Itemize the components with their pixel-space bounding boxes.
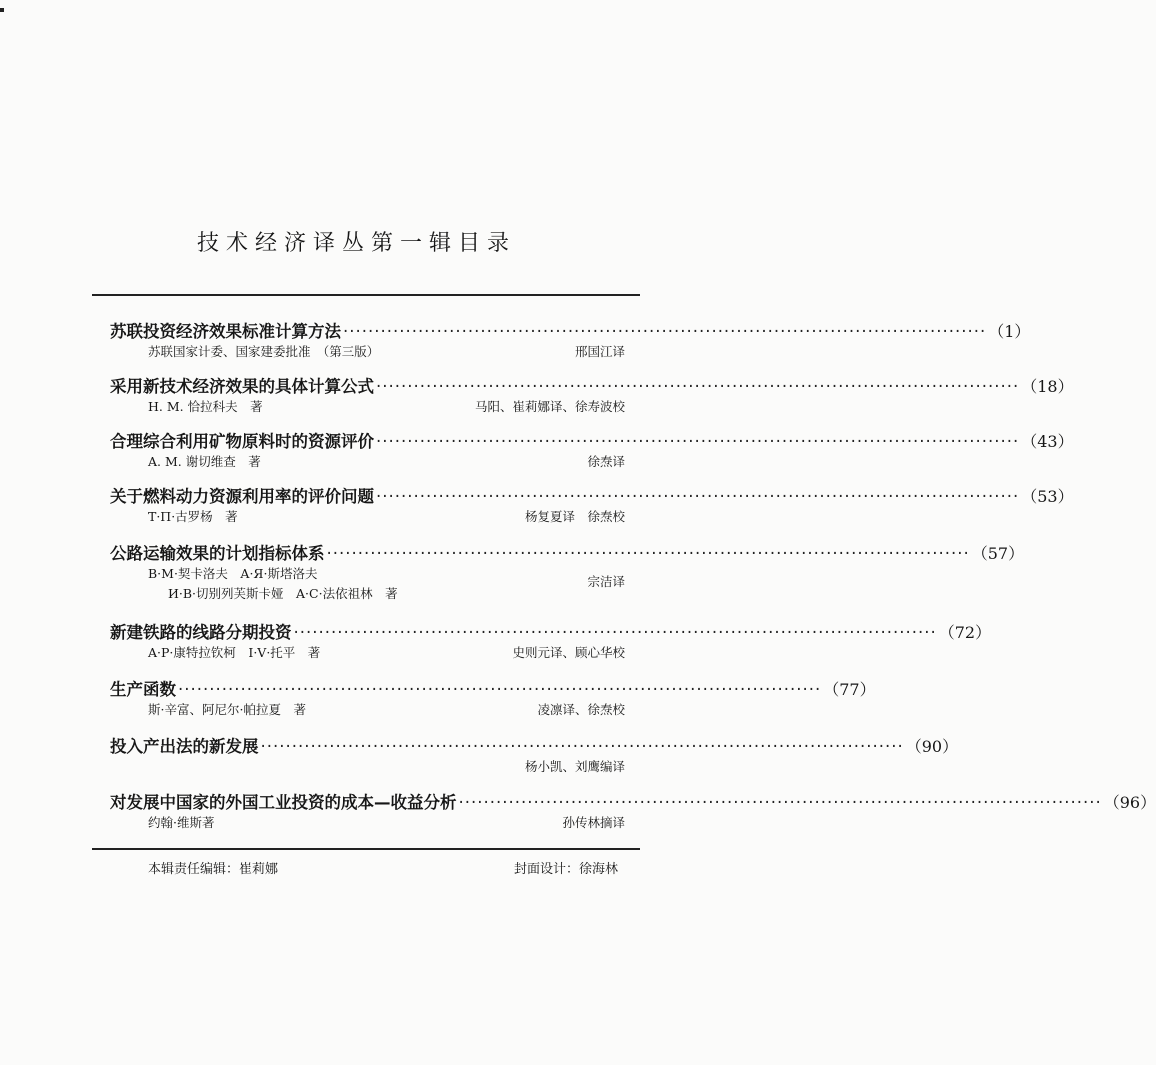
entry-credit-line [110,584,625,604]
entry-title: 新建铁路的线路分期投资 [110,623,292,642]
entry-credit-line [110,757,625,777]
entry-page-number: （18） [1021,377,1074,396]
entry-title: 投入产出法的新发展 [110,737,259,756]
contents-entry [110,789,1156,833]
entry-translator: 马阳、崔莉娜译、徐寿波校 [474,399,625,414]
dot-leader: ······································································································· [376,487,1020,506]
entry-author: A. M. 谢切维查 著 [148,454,261,469]
entry-title: 合理综合利用矿物原料时的资源评价 [110,432,374,451]
contents-entry [110,373,1074,417]
dot-leader: ······································································································· [343,322,987,341]
dot-leader: ······································································································· [293,623,937,642]
entry-credit-line [110,507,625,527]
entry-translator: 凌凛译、徐焘校 [537,702,625,717]
entry-translator: 杨小凯、刘鹰编译 [524,759,625,774]
entry-credit-line [110,700,625,720]
entry-credit-line [110,564,625,589]
entry-credit-line [110,813,625,833]
dot-leader: ······································································································· [326,544,970,563]
entry-page-number: （96） [1103,793,1156,812]
entry-page-number: （57） [971,544,1025,563]
contents-entry [110,318,1031,362]
entry-page-number: （77） [823,680,876,699]
entry-page-number: （53） [1021,487,1074,506]
entry-title-line [110,789,1156,813]
entry-translator: 孙传林摘译 [562,815,625,830]
entry-title-line [110,318,1031,342]
contents-entry [110,733,959,777]
entry-author: 苏联国家计委、国家建委批准 （第三版） [148,344,380,359]
cover-design-credit: 封面设计：徐海林 [513,862,618,877]
entry-title-line [110,428,1074,452]
entry-translator: 史则元译、顾心华校 [512,645,625,660]
entry-page-number: （72） [938,623,992,642]
top-rule [92,294,640,296]
editor-credit: 本辑责任编辑：崔莉娜 [148,862,279,877]
entry-author: H. M. 恰拉科夫 著 [148,399,263,414]
entry-page-number: （43） [1021,432,1074,451]
dot-leader: ······································································································· [178,680,822,699]
entry-author: 约翰·维斯著 [148,815,215,830]
entry-title-line [110,540,1025,564]
entry-translator: 徐焘译 [587,454,625,469]
dot-leader: ······································································································· [376,432,1020,451]
bottom-rule [92,848,640,850]
entry-translator: 邢国江译 [574,344,625,359]
page-title: 技术经济译丛第一辑目录 [196,231,516,256]
dot-leader: ······································································································· [260,737,904,756]
contents-entry [110,619,992,663]
contents-entry [110,676,876,720]
entry-title: 苏联投资经济效果标准计算方法 [110,322,341,341]
contents-entry [110,428,1074,472]
entry-author: T·П·古罗杨 著 [148,509,238,524]
entry-translator: 杨复夏译 徐焘校 [524,509,625,524]
entry-title-line [110,483,1074,507]
entry-title-line [110,619,992,643]
entry-credit-line [110,342,625,362]
dot-leader: ······································································································· [376,377,1020,396]
entry-credit-line [110,452,625,472]
entry-title-line [110,676,876,700]
entry-page-number: （1） [988,322,1031,341]
dot-leader: ······································································································· [458,793,1102,812]
entry-author: 斯·辛富、阿尼尔·帕拉夏 著 [148,702,306,717]
scan-mark [0,8,4,12]
entry-title: 对发展中国家的外国工业投资的成本—收益分析 [110,793,457,812]
entry-title-line [110,733,959,757]
entry-title: 生产函数 [110,680,176,699]
entry-author: И·B·切别列芙斯卡娅 A·C·法依祖林 著 [168,586,398,601]
contents-entry [110,540,1025,604]
entry-author: B·M·契卡洛夫 A·Я·斯塔洛夫 [148,566,318,581]
entry-page-number: （90） [905,737,959,756]
entry-credit-line [110,643,625,663]
entry-author: A·P·康特拉钦柯 I·V·托平 著 [148,645,321,660]
contents-entry [110,483,1074,527]
entry-credit-line [110,397,625,417]
entry-title: 公路运输效果的计划指标体系 [110,544,325,563]
entry-title: 采用新技术经济效果的具体计算公式 [110,377,374,396]
entry-title-line [110,373,1074,397]
entry-title: 关于燃料动力资源利用率的评价问题 [110,487,374,506]
entry-translator: 宗洁译 [587,574,625,589]
